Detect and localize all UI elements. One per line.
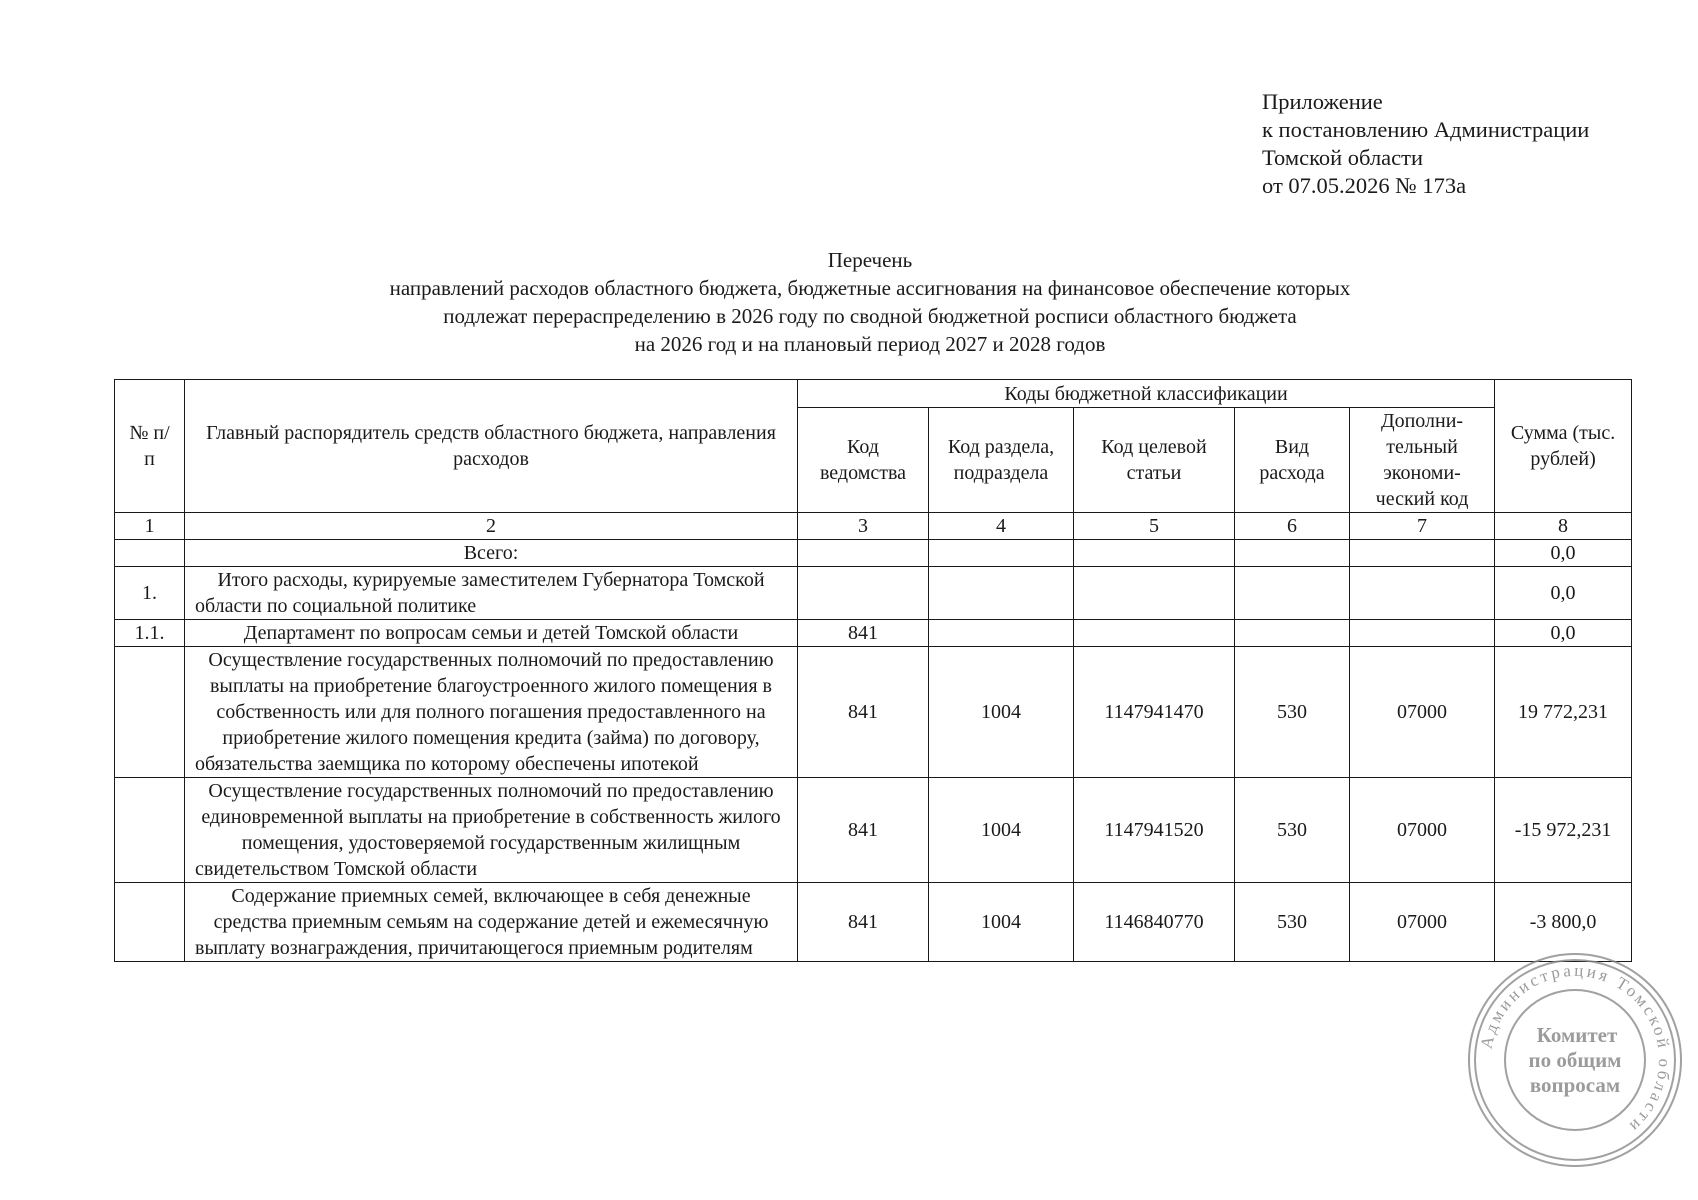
row-section: 1004 — [929, 778, 1074, 883]
row-sum: 0,0 — [1495, 540, 1632, 567]
header-row — [115, 380, 1632, 408]
row-type — [1235, 567, 1350, 620]
row-name: Осуществление государственных полномочий по предоставлению единовременной выплаты на приобретение в собственность жилого помещения, удостоверяемой государственным жилищным свидетельством Томской области — [185, 778, 798, 883]
header-codes-group: Коды бюджетной классификации — [798, 380, 1495, 408]
appendix-line: Томской области — [1262, 145, 1424, 170]
table-row — [115, 778, 1632, 883]
row-type — [1235, 540, 1350, 567]
row-sum: 0,0 — [1495, 567, 1632, 620]
table-row-total — [115, 540, 1632, 567]
row-num — [115, 883, 185, 962]
row-section — [929, 620, 1074, 647]
row-target: 1146840770 — [1074, 883, 1235, 962]
row-dept: 841 — [798, 883, 929, 962]
stamp-center-line: вопросам — [1529, 1073, 1621, 1097]
header-code-type: Вид расхода — [1235, 408, 1350, 513]
row-type — [1235, 620, 1350, 647]
stamp-center-line: Комитет — [1536, 1023, 1618, 1047]
row-name: Содержание приемных семей, включающее в себя денежные средства приемным семьям на содержание детей и ежемесячную выплату вознаграждения, причитающегося приемным родителям — [185, 883, 798, 962]
row-name: Департамент по вопросам семьи и детей Томской области — [185, 620, 798, 647]
column-number: 6 — [1235, 513, 1350, 540]
row-section — [929, 540, 1074, 567]
row-target — [1074, 540, 1235, 567]
title-line: подлежат перераспределению в 2026 году по сводной бюджетной росписи областного бюджета — [443, 304, 1297, 328]
budget-table — [114, 379, 1632, 962]
header-code-target: Код целевой статьи — [1074, 408, 1235, 513]
row-num: 1. — [115, 567, 185, 620]
header-sum: Сумма (тыс. рублей) — [1495, 380, 1632, 513]
title-line: на 2026 год и на плановый период 2027 и 2028 годов — [634, 332, 1106, 356]
column-number: 1 — [115, 513, 185, 540]
row-num — [115, 778, 185, 883]
row-extra: 07000 — [1350, 647, 1495, 778]
row-dept: 841 — [798, 778, 929, 883]
row-sum: -15 972,231 — [1495, 778, 1632, 883]
row-type: 530 — [1235, 778, 1350, 883]
header-num: № п/п — [115, 380, 185, 513]
table-row — [115, 883, 1632, 962]
row-section: 1004 — [929, 647, 1074, 778]
title-line: направлений расходов областного бюджета, бюджетные ассигнования на финансовое обеспечение которых — [389, 276, 1351, 300]
official-stamp — [1465, 950, 1685, 1170]
row-dept — [798, 540, 929, 567]
table-row — [115, 647, 1632, 778]
column-number: 4 — [929, 513, 1074, 540]
row-name: Всего: — [185, 540, 798, 567]
row-sum: -3 800,0 — [1495, 883, 1632, 962]
header-code-extra: Дополни-тельный экономи-ческий код — [1350, 408, 1495, 513]
row-target: 1147941470 — [1074, 647, 1235, 778]
row-num — [115, 540, 185, 567]
table-row — [115, 567, 1632, 620]
row-name: Итого расходы, курируемые заместителем Губернатора Томской области по социальной политике — [185, 567, 798, 620]
row-dept — [798, 567, 929, 620]
column-number: 2 — [185, 513, 798, 540]
appendix-line: Приложение — [1262, 89, 1383, 114]
header-main: Главный распорядитель средств областного бюджета, направления расходов — [185, 380, 798, 513]
header-code-section: Код раздела, подраздела — [929, 408, 1074, 513]
stamp-center-line: по общим — [1528, 1048, 1622, 1072]
row-target — [1074, 567, 1235, 620]
row-extra: 07000 — [1350, 883, 1495, 962]
row-sum: 19 772,231 — [1495, 647, 1632, 778]
row-target: 1147941520 — [1074, 778, 1235, 883]
document-title — [240, 246, 1500, 358]
row-type: 530 — [1235, 883, 1350, 962]
table-row — [115, 620, 1632, 647]
header-code-dept: Код ведомства — [798, 408, 929, 513]
appendix-date-number: от 07.05.2026 № 173а — [1262, 173, 1467, 198]
row-section: 1004 — [929, 883, 1074, 962]
row-num: 1.1. — [115, 620, 185, 647]
row-name: Осуществление государственных полномочий по предоставлению выплаты на приобретение благоустроенного жилого помещения в собственность или для полного погашения предоставленного на приобретение жилого помещения кредита (займа) по договору, обязательства заемщика по которому обеспечены ипотекой — [185, 647, 798, 778]
column-number: 5 — [1074, 513, 1235, 540]
row-extra — [1350, 567, 1495, 620]
appendix-line: к постановлению Администрации — [1262, 117, 1590, 142]
row-extra — [1350, 620, 1495, 647]
row-target — [1074, 620, 1235, 647]
row-section — [929, 567, 1074, 620]
column-number-row — [115, 513, 1632, 540]
stamp-ring-text: Администрация Томской области — [1476, 960, 1675, 1138]
title-line: Перечень — [827, 248, 913, 272]
column-number: 7 — [1350, 513, 1495, 540]
column-number: 3 — [798, 513, 929, 540]
row-extra: 07000 — [1350, 778, 1495, 883]
row-num — [115, 647, 185, 778]
row-dept: 841 — [798, 620, 929, 647]
appendix-block — [1262, 88, 1589, 200]
row-type: 530 — [1235, 647, 1350, 778]
row-sum: 0,0 — [1495, 620, 1632, 647]
column-number: 8 — [1495, 513, 1632, 540]
row-extra — [1350, 540, 1495, 567]
row-dept: 841 — [798, 647, 929, 778]
